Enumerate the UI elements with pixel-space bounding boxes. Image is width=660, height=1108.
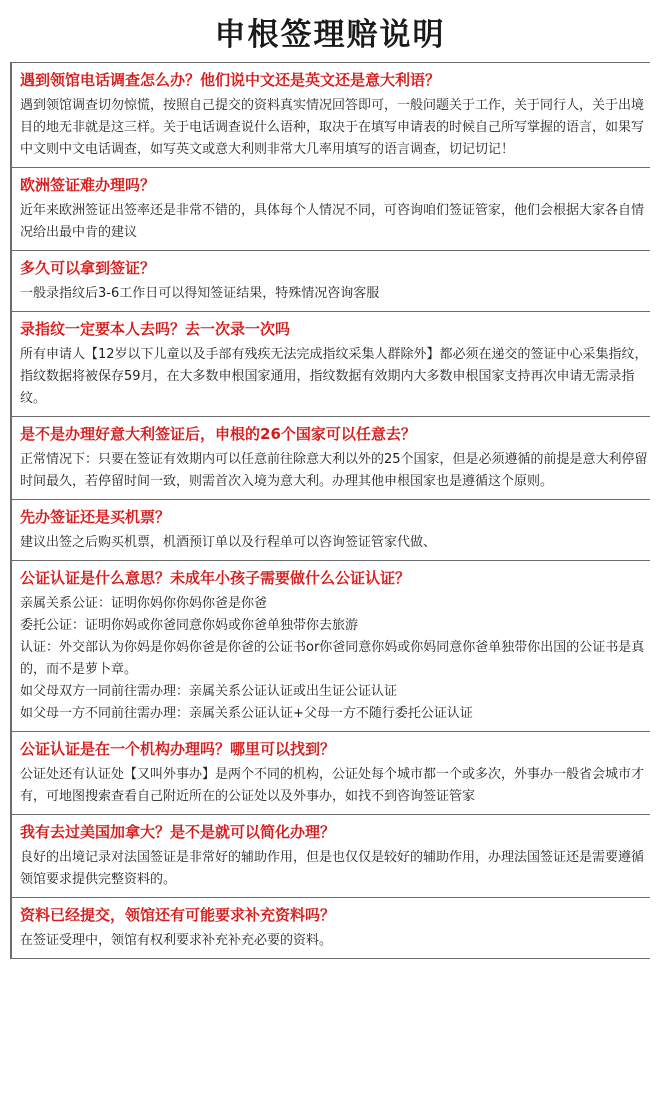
faq-answer-line: 近年来欧洲签证出签率还是非常不错的，具体每个人情况不同，可咨询咱们签证管家，他们会根据大家各自情况给出最中肯的建议: [20, 203, 645, 240]
faq-question: 先办签证还是买机票？: [20, 508, 171, 526]
faq-answer: [20, 532, 650, 554]
faq-question: 我有去过美国加拿大？是不是就可以简化办理？: [20, 823, 336, 841]
faq-question: 欧洲签证难办理吗？: [20, 176, 156, 194]
faq-answer-line: 公证处还有认证处【又叫外事办】是两个不同的机构，公证处每个城市都一个或多次，外事办一般省会城市才有，可地图搜索查看自己附近所在的公证处以及外事办，如找不到咨询签证管家: [20, 767, 645, 804]
faq-section: [10, 251, 650, 312]
faq-answer: [20, 847, 650, 891]
faq-question: 公证认证是在一个机构办理吗？哪里可以找到？: [20, 740, 336, 758]
faq-section: [10, 500, 650, 561]
faq-answer: [20, 283, 650, 305]
faq-section: [10, 417, 650, 500]
faq-answer-line: 如父母双方一同前往需办理：亲属关系公证认证或出生证公证认证: [20, 684, 398, 699]
faq-question: 是不是办理好意大利签证后，申根的26个国家可以任意去？: [20, 425, 416, 443]
faq-section: [10, 168, 650, 251]
faq-section: [10, 732, 650, 815]
faq-answer-line: 在签证受理中，领馆有权利要求补充补充必要的资料。: [20, 933, 333, 948]
faq-question: 多久可以拿到签证？: [20, 259, 156, 277]
page-title: 申根签理赔说明: [214, 16, 446, 53]
faq-answer-line: 正常情况下：只要在签证有效期内可以任意前往除意大利以外的25个国家，但是必须遵循的前提是意大利停留时间最久，若停留时间一致，则需首次入境为意大利。办理其他申根国家也是遵循这个原则。: [20, 452, 648, 489]
faq-answer: [20, 200, 650, 244]
faq-section: [10, 898, 650, 959]
faq-answer: [20, 593, 650, 725]
faq-answer-line: 遇到领馆调查切勿惊慌，按照自己提交的资料真实情况回答即可，一般问题关于工作，关于同行人，关于出境目的地无非就是这三样。关于电话调查说什么语种，取决于在填写申请表的时候自己所写掌握的语言，如果写中文则中文电话调查，如写英文或意大利则非常大几率用填写的语言调查，切记切记！: [20, 98, 645, 157]
faq-answer-line: 建议出签之后购买机票，机酒预订单以及行程单可以咨询签证管家代做、: [20, 535, 437, 550]
faq-answer: [20, 449, 650, 493]
faq-question: 公证认证是什么意思？未成年小孩子需要做什么公证认证？: [20, 569, 411, 587]
faq-section: [10, 561, 650, 732]
faq-answer-line: 亲属关系公证：证明你妈你你妈你爸是你爸: [20, 596, 268, 611]
faq-answer-line: 良好的出境记录对法国签证是非常好的辅助作用，但是也仅仅是较好的辅助作用，办理法国签证还是需要遵循领馆要求提供完整资料的。: [20, 850, 645, 887]
faq-answer-line: 委托公证：证明你妈或你爸同意你妈或你爸单独带你去旅游: [20, 618, 359, 633]
faq-question: 遇到领馆电话调查怎么办？他们说中文还是英文还是意大利语？: [20, 71, 441, 89]
faq-answer-line: 认证：外交部认为你妈是你妈你爸是你爸的公证书or你爸同意你妈或你妈同意你爸单独带你出国的公证书是真的，而不是萝卜章。: [20, 640, 645, 677]
faq-question: 录指纹一定要本人去吗？去一次录一次吗: [20, 320, 291, 338]
faq-section: [10, 815, 650, 898]
faq-section: [10, 312, 650, 417]
faq-answer: [20, 344, 650, 410]
faq-answer: [20, 930, 650, 952]
faq-question: 资料已经提交，领馆还有可能要求补充资料吗？: [20, 906, 336, 924]
faq-section: [10, 63, 650, 168]
faq-answer-line: 如父母一方不同前往需办理：亲属关系公证认证+父母一方不随行委托公证认证: [20, 706, 473, 721]
faq-answer: [20, 764, 650, 808]
faq-answer: [20, 95, 650, 161]
faq-answer-line: 所有申请人【12岁以下儿童以及手部有残疾无法完成指纹采集人群除外】都必须在递交的签证中心采集指纹，指纹数据将被保存59月，在大多数申根国家通用，指纹数据有效期内大多数申根国家支持再次申请无需录指纹。: [20, 347, 648, 406]
faq-answer-line: 一般录指纹后3-6工作日可以得知签证结果，特殊情况咨询客服: [20, 286, 380, 301]
